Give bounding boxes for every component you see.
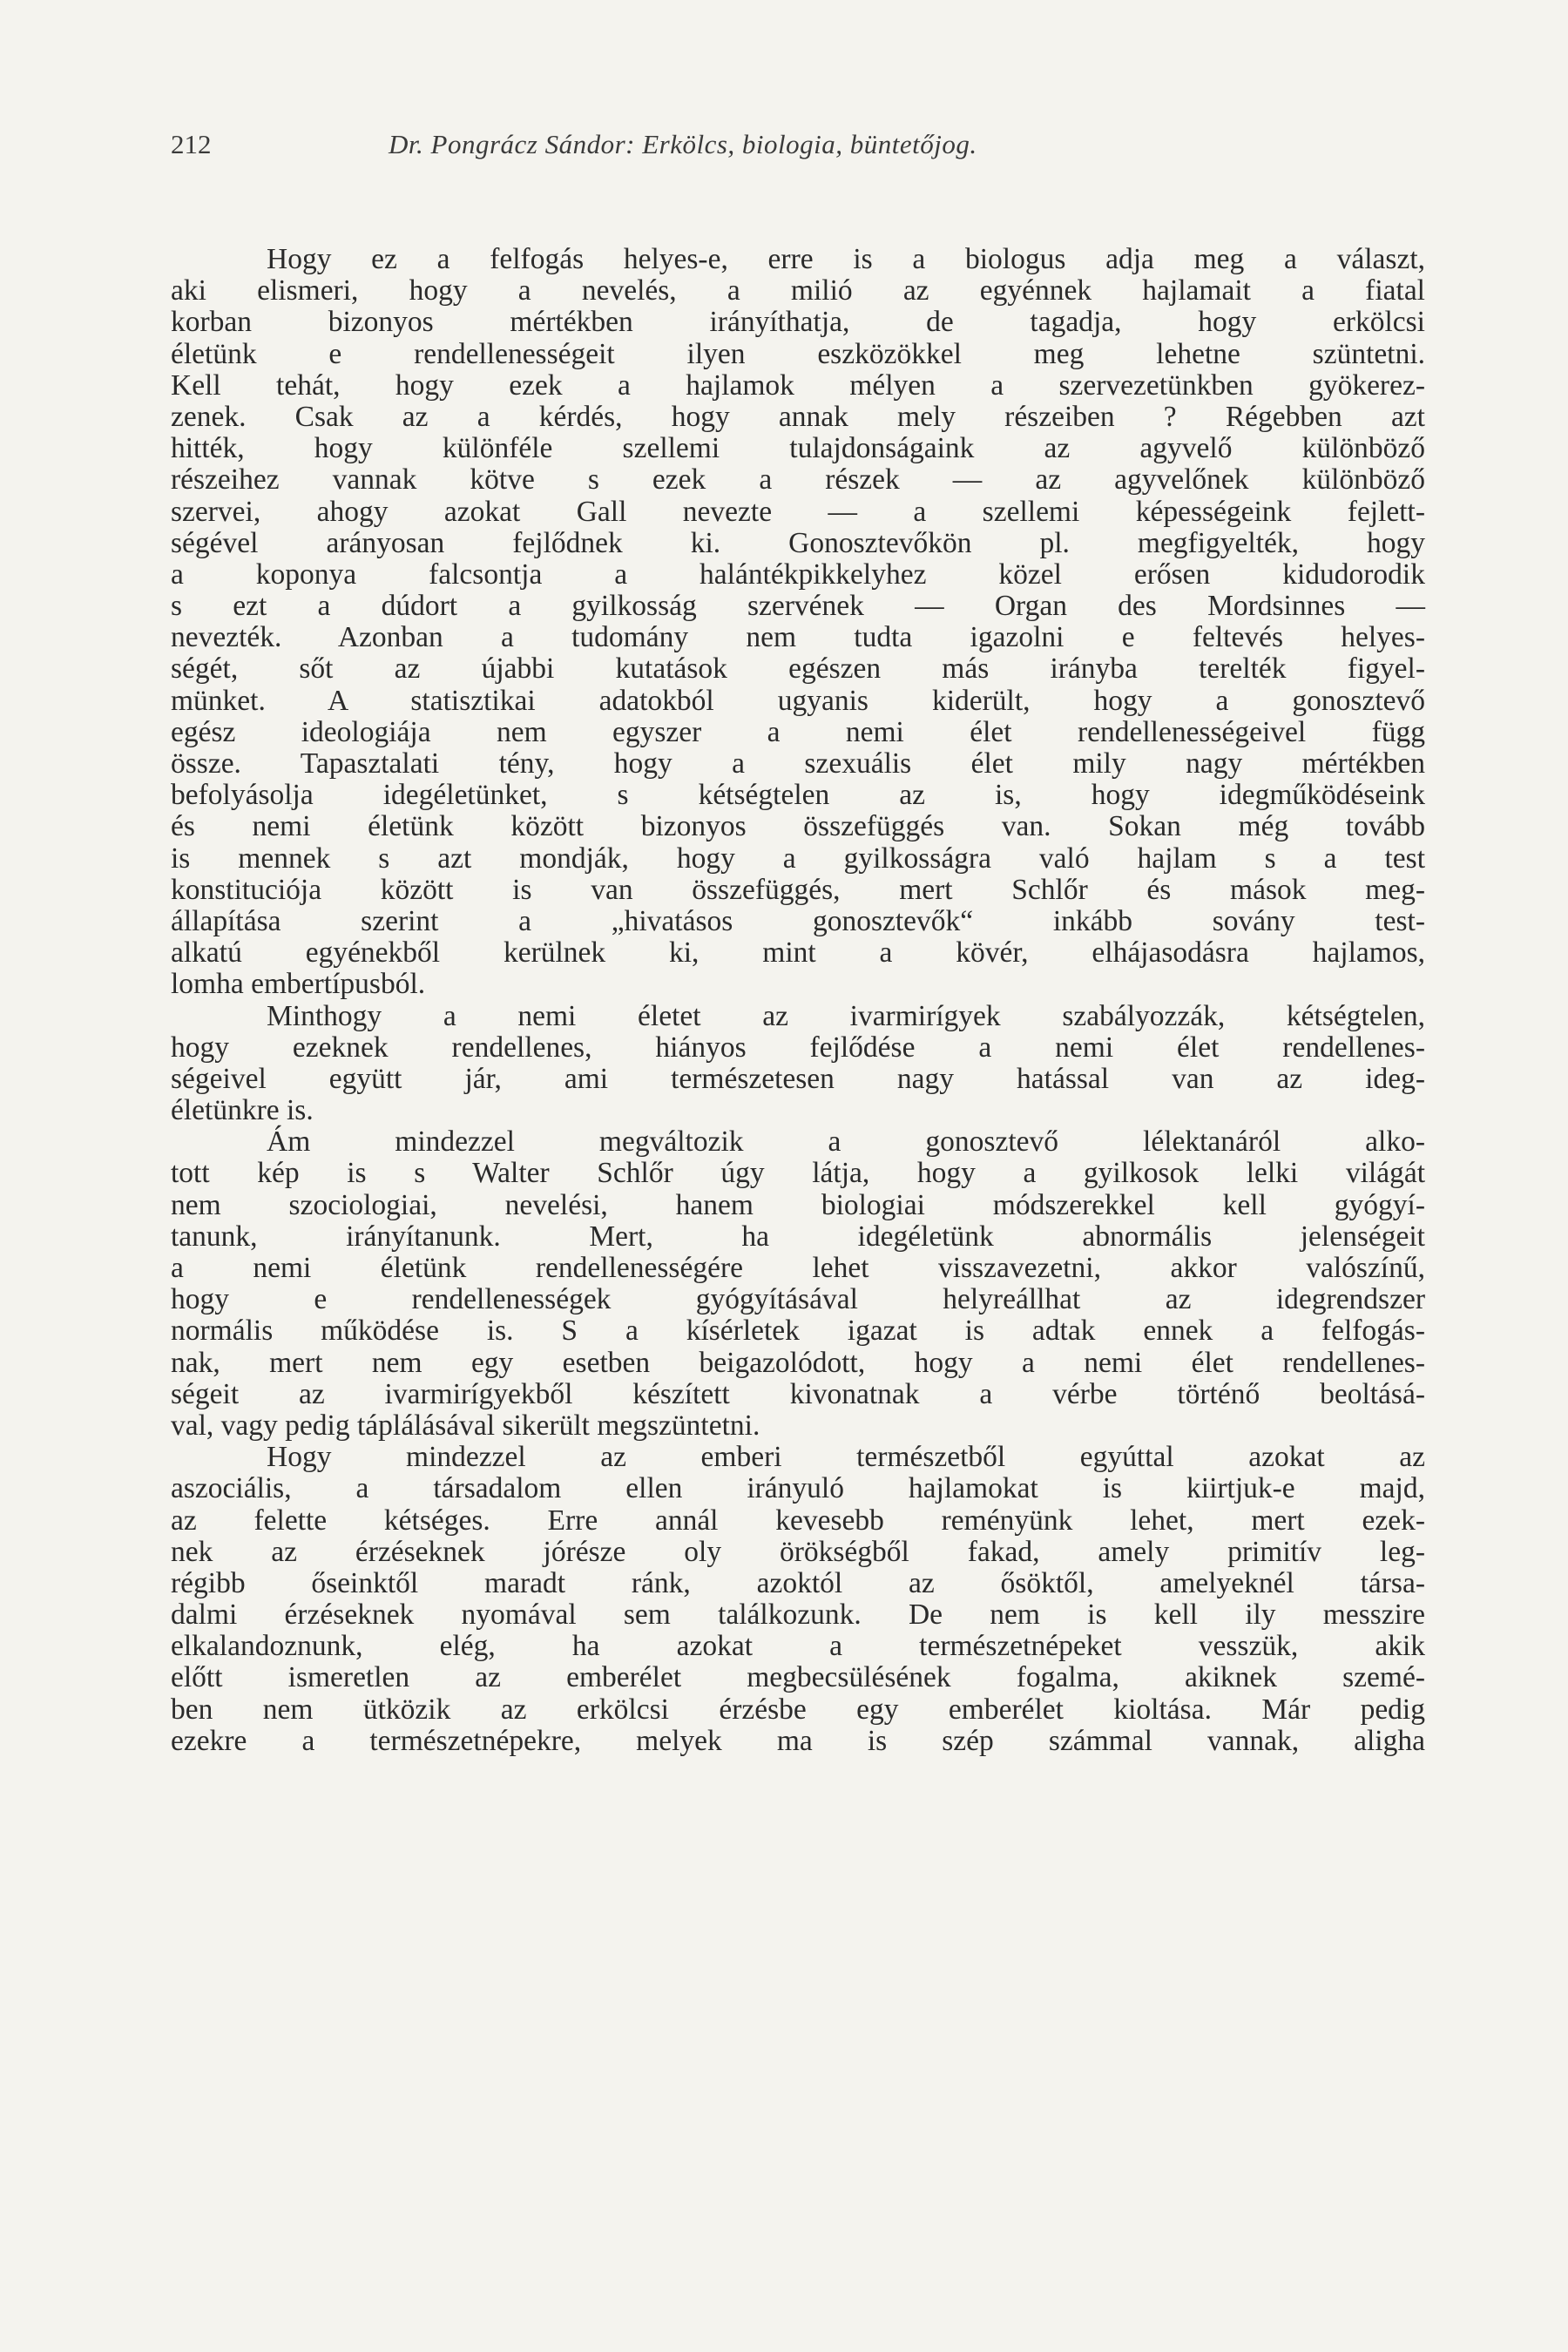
text-line: ségével arányosan fejlődnek ki. Gonosztevőkön pl. megfigyelték, hogy (171, 526, 1425, 559)
text-line: tanunk, irányítanunk. Mert, ha idegéletünk abnormális jelenségeit (171, 1220, 1425, 1253)
text-line: előtt ismeretlen az emberélet megbecsülésének fogalma, akiknek szemé- (171, 1661, 1425, 1694)
page-header (171, 129, 1425, 172)
text-line: konstituciója között is van összefüggés, mert Schlőr és mások meg- (171, 873, 1425, 906)
body-text (171, 244, 1425, 1757)
paragraph-2 (171, 1001, 1425, 1127)
text-line: részeihez vannak kötve s ezek a részek — az agyvelőnek különböző (171, 463, 1425, 497)
text-line: életünkre is. (171, 1094, 314, 1127)
text-line: és nemi életünk között bizonyos összefüggés van. Sokan még tovább (171, 810, 1425, 843)
text-line: nak, mert nem egy esetben beigazolódott, hogy a nemi élet rendellenes- (171, 1346, 1425, 1379)
text-line: dalmi érzéseknek nyomával sem találkozunk. De nem is kell ily messzire (171, 1598, 1425, 1632)
text-line: Kell tehát, hogy ezek a hajlamok mélyen a szervezetünkben gyökerez- (171, 368, 1425, 402)
text-line: hogy e rendellenességek gyógyításával helyreállhat az idegrendszer (171, 1283, 1425, 1316)
running-head: Dr. Pongrácz Sándor: Erkölcs, biologia, büntetőjog. (389, 129, 977, 159)
text-line: hogy ezeknek rendellenes, hiányos fejlődése a nemi élet rendellenes- (171, 1031, 1425, 1064)
text-line: tott kép is s Walter Schlőr úgy látja, hogy a gyilkosok lelki világát (171, 1157, 1425, 1190)
text-line: befolyásolja idegéletünket, s kétségtelen az is, hogy idegműködéseink (171, 779, 1425, 812)
text-line: lomha embertípusból. (171, 968, 426, 1001)
paragraph-1 (171, 244, 1425, 1001)
text-line: val, vagy pedig táplálásával sikerült megszüntetni. (171, 1409, 760, 1442)
paragraph-3 (171, 1126, 1425, 1442)
text-line: hitték, hogy különféle szellemi tulajdonságaink az agyvelő különböző (171, 432, 1425, 465)
text-line: Hogy mindezzel az emberi természetből egyúttal azokat az (267, 1441, 1425, 1474)
text-line: zenek. Csak az a kérdés, hogy annak mely részeiben ? Régebben azt (171, 400, 1425, 433)
text-line: Ám mindezzel megváltozik a gonosztevő lélektanáról alko- (267, 1125, 1425, 1159)
text-line: állapítása szerint a „hivatásos gonosztevők“ inkább sovány test- (171, 904, 1425, 937)
text-line: a koponya falcsontja a halántékpikkelyhez közel erősen kidudorodik (171, 558, 1425, 591)
text-line: Minthogy a nemi életet az ivarmirígyek szabályozzák, kétségtelen, (267, 999, 1425, 1032)
text-line: ben nem ütközik az erkölcsi érzésbe egy emberélet kioltása. Már pedig (171, 1693, 1425, 1726)
text-line: a nemi életünk rendellenességére lehet visszavezetni, akkor valószínű, (171, 1252, 1425, 1284)
text-line: ezekre a természetnépekre, melyek ma is szép számmal vannak, aligha (171, 1724, 1425, 1757)
text-line: Hogy ez a felfogás helyes-e, erre is a biologus adja meg a választ, (267, 243, 1425, 275)
page-number: 212 (171, 129, 212, 159)
text-line: szervei, ahogy azokat Gall nevezte — a szellemi képességeink fejlett- (171, 495, 1425, 528)
text-line: ségeit az ivarmirígyekből készített kivonatnak a vérbe történő beoltásá- (171, 1377, 1425, 1410)
text-line: életünk e rendellenességeit ilyen eszközökkel meg lehetne szüntetni. (171, 337, 1425, 370)
text-line: elkalandoznunk, elég, ha azokat a természetnépeket vesszük, akik (171, 1630, 1425, 1663)
text-line: aszociális, a társadalom ellen irányuló hajlamokat is kiirtjuk-e majd, (171, 1472, 1425, 1505)
text-line: nek az érzéseknek jórésze oly örökségből fakad, amely primitív leg- (171, 1535, 1425, 1568)
text-line: nem szociologiai, nevelési, hanem biologiai módszerekkel kell gyógyí- (171, 1188, 1425, 1221)
text-line: az felette kétséges. Erre annál kevesebb reményünk lehet, mert ezek- (171, 1504, 1425, 1537)
text-line: aki elismeri, hogy a nevelés, a milió az egyénnek hajlamait a fiatal (171, 274, 1425, 308)
text-line: alkatú egyénekből kerülnek ki, mint a kövér, elhájasodásra hajlamos, (171, 936, 1425, 970)
text-line: régibb őseinktől maradt ránk, azoktól az ősöktől, amelyeknél társa- (171, 1566, 1425, 1599)
text-line: nevezték. Azonban a tudomány nem tudta igazolni e feltevés helyes- (171, 621, 1425, 654)
text-line: ségeivel együtt jár, ami természetesen nagy hatással van az ideg- (171, 1062, 1425, 1095)
text-line: egész ideologiája nem egyszer a nemi élet rendellenességeivel függ (171, 715, 1425, 748)
text-line: is mennek s azt mondják, hogy a gyilkosságra való hajlam s a test (171, 841, 1425, 875)
text-line: ségét, sőt az újabbi kutatások egészen más irányba terelték figyel- (171, 652, 1425, 686)
text-line: normális működése is. S a kísérletek igazat is adtak ennek a felfogás- (171, 1315, 1425, 1348)
paragraph-4 (171, 1442, 1425, 1757)
text-line: össze. Tapasztalati tény, hogy a szexuális élet mily nagy mértékben (171, 747, 1425, 780)
text-line: münket. A statisztikai adatokból ugyanis kiderült, hogy a gonosztevő (171, 684, 1425, 717)
text-line: s ezt a dúdort a gyilkosság szervének — Organ des Mordsinnes — (171, 590, 1425, 623)
text-line: korban bizonyos mértékben irányíthatja, de tagadja, hogy erkölcsi (171, 306, 1425, 339)
